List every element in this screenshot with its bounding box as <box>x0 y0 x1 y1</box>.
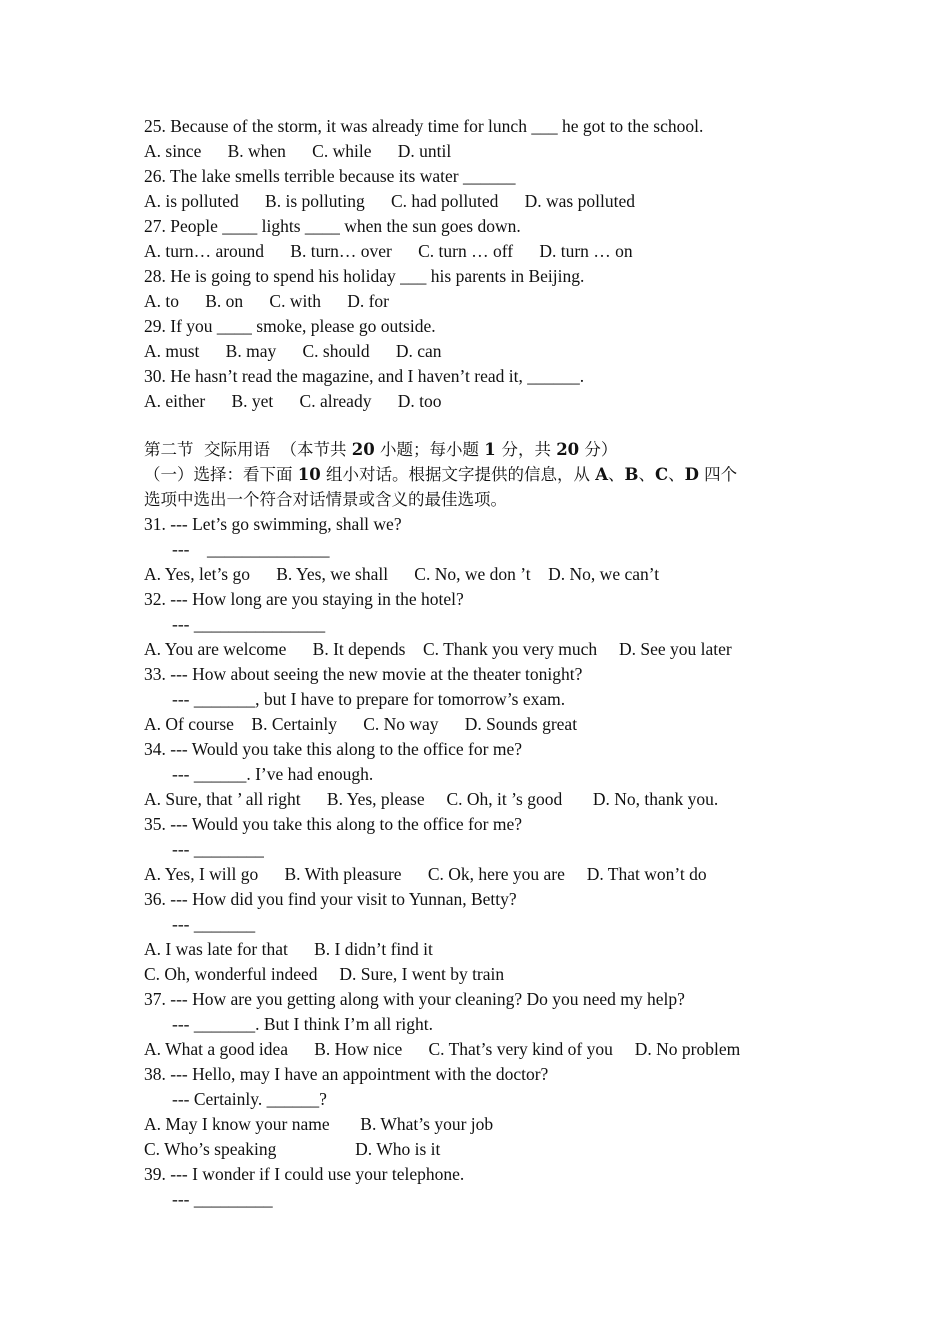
options-37: A. What a good idea B. How nice C. That’s very kind of you D. No problem <box>144 1039 741 1059</box>
question-37: 37. --- How are you getting along with your cleaning? Do you need my help? <box>144 989 685 1009</box>
answer-blank-31: --- ______________ <box>172 539 330 559</box>
answer-blank-32: --- _______________ <box>172 614 326 634</box>
answer-blank-33: --- _______, but I have to prepare for tomorrow’s exam. <box>172 689 566 709</box>
question-39: 39. --- I wonder if I could use your telephone. <box>144 1164 465 1184</box>
options-25: A. since B. when C. while D. until <box>144 141 452 161</box>
answer-blank-37: --- _______. But I think I’m all right. <box>172 1014 434 1034</box>
options-34: A. Sure, that ’ all right B. Yes, please C. Oh, it ’s good D. No, thank you. <box>144 789 719 809</box>
options-28: A. to B. on C. with D. for <box>144 291 389 311</box>
answer-blank-38: --- Certainly. ______? <box>172 1089 327 1109</box>
question-38: 38. --- Hello, may I have an appointment with the doctor? <box>144 1064 549 1084</box>
options-33: A. Of course B. Certainly C. No way D. Sounds great <box>144 714 578 734</box>
section-heading: 第二节 交际用语 （本节共 20 小题；每小题 1 分，共 20 分） <box>144 440 618 459</box>
question-29: 29. If you ____ smoke, please go outside. <box>144 316 436 336</box>
question-27: 27. People ____ lights ____ when the sun goes down. <box>144 216 521 236</box>
question-31: 31. --- Let’s go swimming, shall we? <box>144 514 402 534</box>
answer-blank-39: --- _________ <box>172 1189 273 1209</box>
options-36-row1: A. I was late for that B. I didn’t find it <box>144 939 433 959</box>
options-31: A. Yes, let’s go B. Yes, we shall C. No, we don ’t D. No, we can’t <box>144 564 660 584</box>
question-35: 35. --- Would you take this along to the office for me? <box>144 814 522 834</box>
options-32: A. You are welcome B. It depends C. Thank you very much D. See you later <box>144 639 732 659</box>
options-30: A. either B. yet C. already D. too <box>144 391 442 411</box>
question-30: 30. He hasn’t read the magazine, and I haven’t read it, ______. <box>144 366 585 386</box>
section-instruction-1: （一）选择：看下面 10 组小对话。根据文字提供的信息，从 A、B、C、D 四个 <box>144 465 738 484</box>
options-27: A. turn… around B. turn… over C. turn … off D. turn … on <box>144 241 633 261</box>
options-26: A. is polluted B. is polluting C. had polluted D. was polluted <box>144 191 635 211</box>
question-33: 33. --- How about seeing the new movie at the theater tonight? <box>144 664 583 684</box>
answer-blank-36: --- _______ <box>172 914 256 934</box>
section-instruction-2: 选项中选出一个符合对话情景或含义的最佳选项。 <box>144 490 507 509</box>
question-36: 36. --- How did you find your visit to Yunnan, Betty? <box>144 889 517 909</box>
answer-blank-34: --- ______. I’ve had enough. <box>172 764 374 784</box>
options-38-row2: C. Who’s speaking D. Who is it <box>144 1139 441 1159</box>
question-28: 28. He is going to spend his holiday ___ his parents in Beijing. <box>144 266 585 286</box>
question-34: 34. --- Would you take this along to the office for me? <box>144 739 522 759</box>
question-32: 32. --- How long are you staying in the hotel? <box>144 589 464 609</box>
options-38-row1: A. May I know your name B. What’s your job <box>144 1114 494 1134</box>
answer-blank-35: --- ________ <box>172 839 264 859</box>
question-25: 25. Because of the storm, it was already time for lunch ___ he got to the school. <box>144 116 704 136</box>
options-35: A. Yes, I will go B. With pleasure C. Ok, here you are D. That won’t do <box>144 864 707 884</box>
options-29: A. must B. may C. should D. can <box>144 341 442 361</box>
question-26: 26. The lake smells terrible because its water ______ <box>144 166 516 186</box>
options-36-row2: C. Oh, wonderful indeed D. Sure, I went by train <box>144 964 505 984</box>
